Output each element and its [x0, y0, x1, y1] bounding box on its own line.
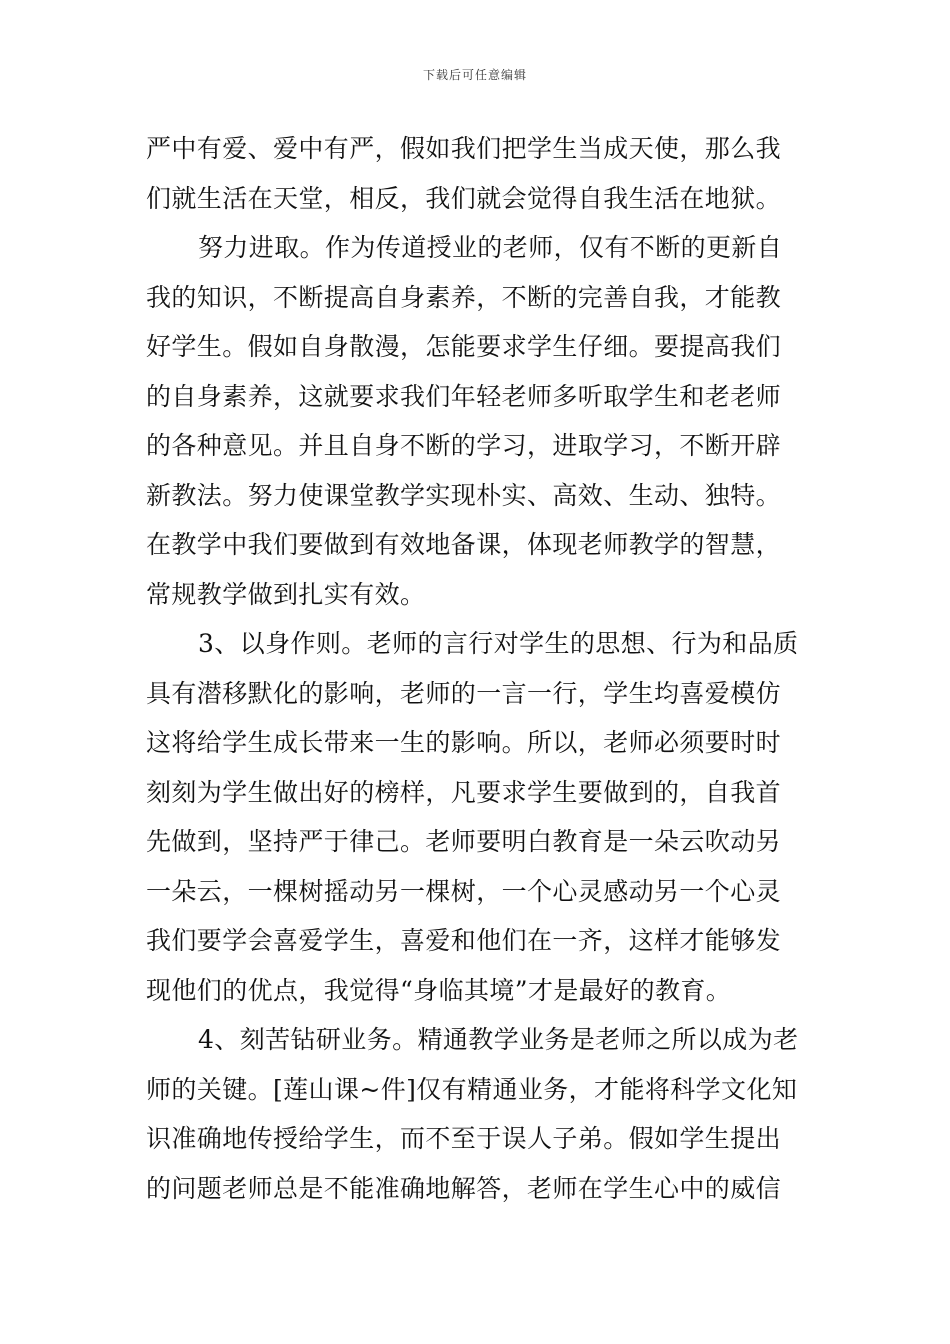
text-line: 好学生。假如自身散漫，怎能要求学生仔细。要提高我们: [146, 332, 782, 361]
paragraph-start-line: 3、以身作则。老师的言行对学生的思想、行为和品质: [198, 629, 799, 658]
text-line: 们就生活在天堂，相反，我们就会觉得自我生活在地狱。: [146, 183, 782, 213]
document-body: [146, 124, 806, 1213]
text-line: 刻刻为学生做出好的榜样，凡要求学生要做到的，自我首: [146, 777, 782, 807]
text-line: 严中有爱、爱中有严，假如我们把学生当成天使，那么我: [146, 134, 782, 163]
text-line: 的自身素养，这就要求我们年轻老师多听取学生和老老师: [146, 381, 782, 411]
text-line: 现他们的优点，我觉得“身临其境”才是最好的教育。: [146, 975, 732, 1005]
text-line: 新教法。努力使课堂教学实现朴实、高效、生动、独特。: [146, 480, 782, 510]
text-line: 具有潜移默化的影响，老师的一言一行，学生均喜爱模仿: [146, 678, 782, 708]
text-line: 我的知识，不断提高自身素养，不断的完善自我，才能教: [146, 282, 782, 312]
text-line: 我们要学会喜爱学生，喜爱和他们在一齐，这样才能够发: [146, 926, 782, 955]
text-line: 的问题老师总是不能准确地解答，老师在学生心中的威信: [146, 1173, 782, 1203]
text-line: 师的关键。[莲山课~件]仅有精通业务，才能将科学文化知: [146, 1074, 798, 1104]
text-line: 一朵云，一棵树摇动另一棵树，一个心灵感动另一个心灵: [146, 876, 782, 906]
text-line: 识准确地传授给学生，而不至于误人子弟。假如学生提出: [146, 1124, 782, 1153]
page-header-note: 下载后可任意编辑: [422, 68, 527, 82]
text-line: 的各种意见。并且自身不断的学习，进取学习，不断开辟: [146, 431, 782, 460]
paragraph-start-line: 4、刻苦钻研业务。精通教学业务是老师之所以成为老: [198, 1025, 799, 1054]
paragraph-start-line: 努力进取。作为传道授业的老师，仅有不断的更新自: [198, 233, 783, 262]
text-line: 常规教学做到扎实有效。: [146, 579, 426, 609]
text-line: 先做到，坚持严于律己。老师要明白教育是一朵云吹动另: [146, 827, 782, 856]
text-line: 在教学中我们要做到有效地备课，体现老师教学的智慧，: [146, 530, 782, 559]
text-line: 这将给学生成长带来一生的影响。所以，老师必须要时时: [146, 728, 782, 757]
